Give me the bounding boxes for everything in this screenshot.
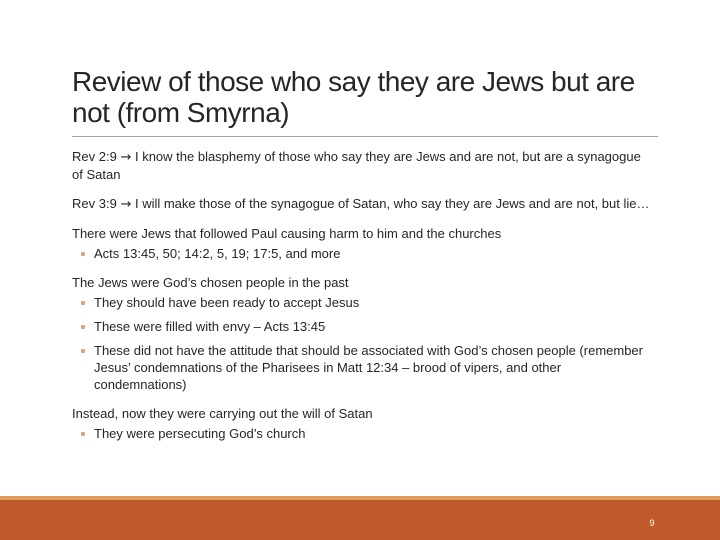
- bullet-icon: [81, 349, 85, 353]
- bullet-icon: [81, 432, 85, 436]
- right-arrow-icon: →: [120, 150, 132, 165]
- group-heading: The Jews were God’s chosen people in the past: [72, 275, 349, 290]
- page-number: 9: [649, 518, 655, 528]
- list-item: [72, 294, 652, 311]
- sub-bullet-list: [72, 245, 652, 262]
- bullet-icon: [81, 325, 85, 329]
- bullet-icon: [81, 301, 85, 305]
- scripture-ref: Rev 3:9: [72, 196, 117, 211]
- right-arrow-icon: →: [120, 197, 132, 212]
- group-jews-followed-paul: [72, 225, 652, 262]
- list-item-text: These did not have the attitude that should be associated with God’s chosen people (remember Jesus’ condemnations of the Pharisees in Matt 12:34 – brood of vipers, and other condemnations): [94, 343, 643, 392]
- list-item-text: They should have been ready to accept Jesus: [94, 295, 360, 310]
- bullet-icon: [81, 252, 85, 256]
- sub-bullet-list: [72, 425, 652, 442]
- list-item-text: These were filled with envy – Acts 13:45: [94, 319, 326, 334]
- group-will-of-satan: [72, 405, 652, 442]
- scripture-ref: Rev 2:9: [72, 149, 117, 164]
- slide-title-line-2: not (from Smyrna): [72, 97, 290, 128]
- list-item: [72, 245, 652, 262]
- slide-body: [72, 148, 652, 454]
- group-heading: There were Jews that followed Paul causing harm to him and the churches: [72, 226, 502, 241]
- paragraph-rev-3-9: [72, 195, 652, 213]
- slide-title-line-1: Review of those who say they are Jews but are: [72, 66, 635, 97]
- group-heading: Instead, now they were carrying out the will of Satan: [72, 406, 373, 421]
- quote-text: I will make those of the synagogue of Satan, who say they are Jews and are not, but lie…: [134, 196, 650, 211]
- slide-title: [72, 66, 672, 128]
- group-gods-chosen-people: [72, 274, 652, 393]
- title-divider: [72, 136, 658, 137]
- quote-text: I know the blasphemy of those who say they are Jews and are not, but are a synagogue of Satan: [72, 149, 641, 182]
- list-item: [72, 425, 652, 442]
- list-item: [72, 342, 652, 393]
- sub-bullet-list: [72, 294, 652, 393]
- list-item-text: Acts 13:45, 50; 14:2, 5, 19; 17:5, and more: [94, 246, 341, 261]
- list-item-text: They were persecuting God’s church: [94, 426, 306, 441]
- paragraph-rev-2-9: [72, 148, 652, 183]
- list-item: [72, 318, 652, 335]
- footer-bar: [0, 500, 720, 540]
